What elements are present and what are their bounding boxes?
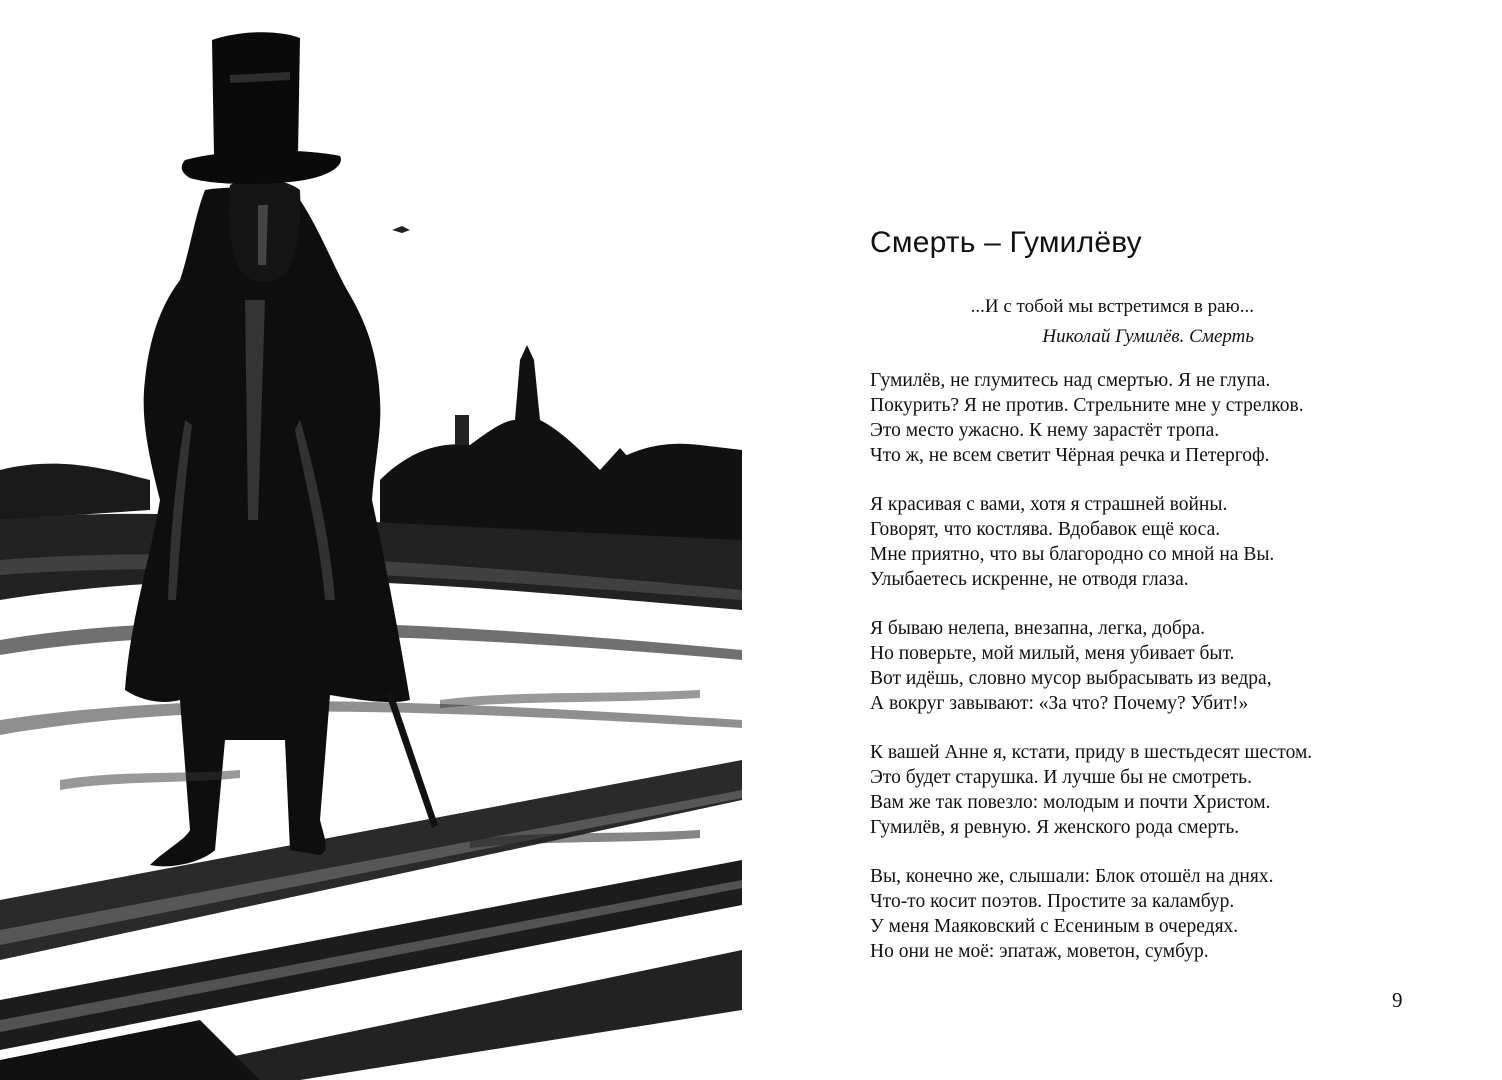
- poem-body: [870, 368, 1470, 988]
- epigraph-source: Николай Гумилёв. Смерть: [1042, 326, 1254, 347]
- stanza-1: [870, 368, 1470, 468]
- page-number: 9: [1392, 988, 1403, 1012]
- poem-line: Но они не моё: эпатаж, моветон, сумбур.: [870, 941, 1209, 962]
- poem-line: Но поверьте, мой милый, меня убивает быт.: [870, 643, 1235, 664]
- stanza-4: [870, 740, 1470, 840]
- poem-line: К вашей Анне я, кстати, приду в шестьдесят шестом.: [870, 742, 1313, 763]
- stanza-5: [870, 864, 1470, 964]
- ink-illustration: [0, 0, 742, 1080]
- poem-line: Улыбаетесь искренне, не отводя глаза.: [870, 569, 1189, 590]
- ink-illustration-man-in-top-hat-icon: [0, 0, 742, 1080]
- epigraph: [742, 292, 1254, 352]
- epigraph-quote: ...И с тобой мы встретимся в раю...: [970, 296, 1254, 317]
- poem-line: Это место ужасно. К нему зарастёт тропа.: [870, 420, 1220, 441]
- poem-line: Вы, конечно же, слышали: Блок отошёл на днях.: [870, 866, 1274, 887]
- poem-title: Смерть – Гумилёву: [870, 226, 1142, 259]
- poem-line: Мне приятно, что вы благородно со мной на Вы.: [870, 544, 1275, 565]
- poem-line: Что-то косит поэтов. Простите за каламбур.: [870, 891, 1235, 912]
- poem-line: Вам же так повезло: молодым и почти Христом.: [870, 792, 1271, 813]
- poem-line: Я бываю нелепа, внезапна, легка, добра.: [870, 618, 1206, 639]
- poem-line: Гумилёв, не глумитесь над смертью. Я не глупа.: [870, 370, 1271, 391]
- poem-line: Говорят, что костлява. Вдобавок ещё коса.: [870, 519, 1221, 540]
- poem-line: У меня Маяковский с Есениным в очередях.: [870, 916, 1239, 937]
- poem-line: Вот идёшь, словно мусор выбрасывать из ведра,: [870, 668, 1272, 689]
- poem-line: Покурить? Я не против. Стрельните мне у стрелков.: [870, 395, 1304, 416]
- stanza-3: [870, 616, 1470, 716]
- poem-line: Это будет старушка. И лучше бы не смотреть.: [870, 767, 1252, 788]
- poem-line: Гумилёв, я ревную. Я женского рода смерть.: [870, 817, 1240, 838]
- poem-line: А вокруг завывают: «За что? Почему? Убит!»: [870, 693, 1249, 714]
- stanza-2: [870, 492, 1470, 592]
- text-page: [742, 0, 1502, 1080]
- poem-line: Что ж, не всем светит Чёрная речка и Петергоф.: [870, 445, 1270, 466]
- poem-line: Я красивая с вами, хотя я страшней войны.: [870, 494, 1228, 515]
